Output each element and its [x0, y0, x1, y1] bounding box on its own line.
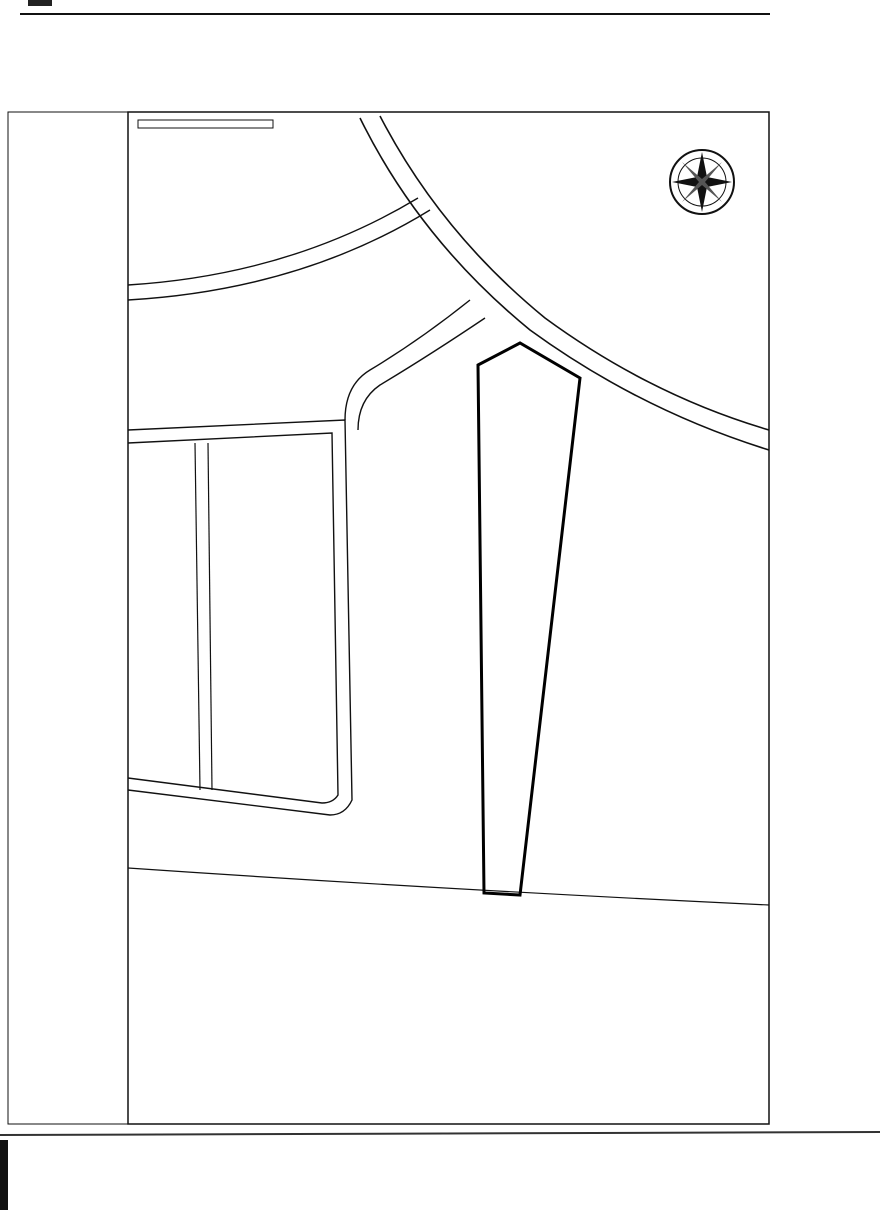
compass-rose: [670, 150, 734, 214]
bottom-left-smudge: [0, 1140, 8, 1210]
road-connector-edge-b: [358, 318, 485, 430]
scale-bar: [138, 120, 273, 128]
road-upper-edge-b: [128, 198, 418, 285]
road-loop-inner: [128, 433, 338, 803]
top-left-smudge: [28, 0, 52, 6]
scale-bar-box: [138, 120, 273, 128]
roads-layer: [128, 116, 769, 905]
road-inner-edge-b: [208, 443, 212, 790]
subject-parcel-outline: [478, 343, 580, 895]
road-inner-edge-a: [195, 443, 200, 790]
road-upper-edge-a: [128, 210, 430, 300]
legend-frame: [8, 112, 128, 1124]
road-loop-outer: [128, 420, 352, 815]
road-main-edge-a: [360, 118, 769, 450]
boundary-bottom: [128, 868, 769, 905]
bottom-rule: [0, 1132, 880, 1135]
road-main-edge-b: [380, 116, 769, 430]
map-frame: [128, 112, 769, 1124]
